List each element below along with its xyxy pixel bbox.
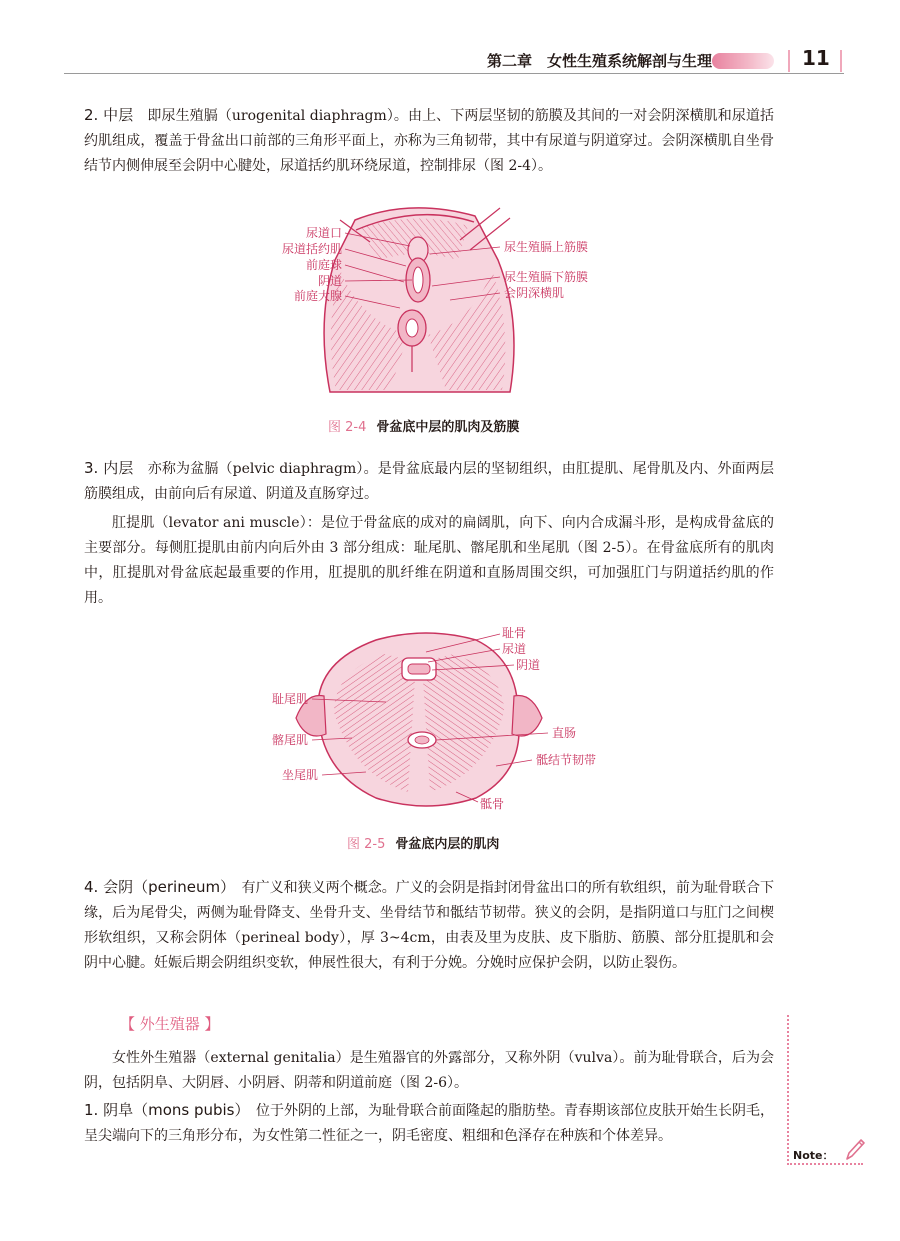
- fig2-label: 耻尾肌: [271, 692, 308, 706]
- paragraph-text: 有广义和狭义两个概念。广义的会阴是指封闭骨盆出口的所有软组织，前为耻骨联合下缘，后为尾骨尖，两侧为耻骨降支、坐骨升支、坐骨结节和骶结节韧带。狭义的会阴，是指阴道口与肛门之间楔形软组织，又称会阴体（perineal body），厚 3~4cm，由表及里为皮肤、皮下脂肪、筋膜、部分肛提肌和会阴中心腱。妊娠后期会阴组织变软，伸展性很大，有利于分娩。分娩时应保护会阴，以防止裂伤。: [84, 880, 774, 971]
- paragraph-levator-ani: [84, 511, 774, 611]
- margin-dotted-line: [787, 1015, 789, 1165]
- fig1-label: 前庭大腺: [293, 289, 342, 303]
- paragraph-text: 位于外阴的上部，为耻骨联合前面隆起的脂肪垫。青春期该部位皮肤开始生长阴毛，呈尖端向下的三角形分布，为女性第二性征之一，阴毛密度、粗细和色泽存在种族和个体差异。: [84, 1103, 774, 1144]
- paragraph-text: 即尿生殖膈（urogenital diaphragm）。由上、下两层坚韧的筋膜及其间的一对会阴深横肌和尿道括约肌组成，覆盖于骨盆出口前部的三角形平面上，亦称为三角韧带，其中有尿道与阴道穿过。会阴深横肌自坐骨结节内侧伸展至会阴中心腱处，尿道括约肌环绕尿道，控制排尿（图 2-4）。: [84, 108, 774, 174]
- page-number: 11: [802, 46, 830, 70]
- pencil-icon: [843, 1137, 867, 1163]
- paragraph-middle-layer: [84, 103, 774, 179]
- fig1-label: 尿道括约肌: [281, 242, 342, 256]
- caption-text: 骨盆底中层的肌肉及筋膜: [376, 420, 520, 435]
- header-divider: [788, 50, 790, 72]
- fig1-label: 尿生殖膈上筋膜: [504, 240, 589, 254]
- fig2-label: 阴道: [516, 658, 541, 672]
- paragraph-inner-layer: [84, 456, 774, 507]
- note-dotted-line: [787, 1163, 863, 1165]
- fig2-label: 髂尾肌: [271, 733, 308, 747]
- header-accent-bar: [712, 53, 774, 69]
- fig1-label: 前庭球: [305, 258, 342, 272]
- caption-number: 图 2-4: [328, 420, 367, 435]
- paragraph-heading: 4. 会阴（perineum）: [84, 878, 228, 896]
- fig1-label: 阴道: [317, 274, 342, 288]
- fig2-label: 骶结节韧带: [536, 753, 597, 767]
- note-label: Note：: [793, 1149, 834, 1162]
- figure-2-5-illustration: [256, 622, 636, 818]
- fig1-label: 会阴深横肌: [504, 286, 565, 300]
- section-heading: 【 外生殖器 】: [120, 1015, 220, 1033]
- fig1-label: 尿生殖膈下筋膜: [504, 270, 589, 284]
- paragraph-heading: 3. 内层: [84, 459, 134, 477]
- paragraph-external-genitalia: [84, 1046, 774, 1096]
- page-header: [0, 44, 900, 80]
- paragraph-text: 亦称为盆膈（pelvic diaphragm）。是骨盆底最内层的坚韧组织，由肛提肌、尾骨肌及内、外面两层筋膜组成，由前向后有尿道、阴道及直肠穿过。: [84, 461, 774, 502]
- fig1-label: 尿道口: [305, 226, 342, 240]
- paragraph-heading: 2. 中层: [84, 106, 134, 124]
- paragraph-text: 女性外生殖器（external genitalia）是生殖器官的外露部分，又称外阴（vulva）。前为耻骨联合，后为会阴，包括阴阜、大阴唇、小阴唇、阴蒂和阴道前庭（图 2-6）。: [84, 1050, 774, 1091]
- figure-2-4-caption: [328, 416, 519, 435]
- header-divider-right: [840, 50, 842, 72]
- figure-2-5-caption: [347, 833, 499, 852]
- header-rule: [64, 73, 844, 74]
- caption-text: 骨盆底内层的肌肉: [395, 837, 500, 852]
- fig2-label: 坐尾肌: [281, 768, 318, 782]
- fig2-label: 耻骨: [502, 626, 527, 640]
- fig2-label: 直肠: [552, 726, 577, 740]
- fig2-label: 尿道: [502, 642, 527, 656]
- paragraph-perineum: [84, 875, 774, 976]
- caption-number: 图 2-5: [347, 837, 386, 852]
- figure-2-4-illustration: [260, 200, 640, 400]
- fig2-label: 骶骨: [480, 797, 505, 811]
- paragraph-text: 肛提肌（levator ani muscle）：是位于骨盆底的成对的扁阔肌，向下、向内合成漏斗形，是构成骨盆底的主要部分。每侧肛提肌由前内向后外由 3 部分组成：耻尾肌、髂尾肌和坐尾肌（图 2-5）。在骨盆底所有的肌肉中，肛提肌对骨盆底起最重要的作用，肛提肌的肌纤维在阴道和直肠周围交织，可加强肛门与阴道括约肌的作用。: [84, 515, 774, 606]
- paragraph-mons-pubis: [84, 1098, 774, 1149]
- chapter-title: 第二章 女性生殖系统解剖与生理: [486, 52, 712, 70]
- paragraph-heading: 1. 阴阜（mons pubis）: [84, 1101, 242, 1119]
